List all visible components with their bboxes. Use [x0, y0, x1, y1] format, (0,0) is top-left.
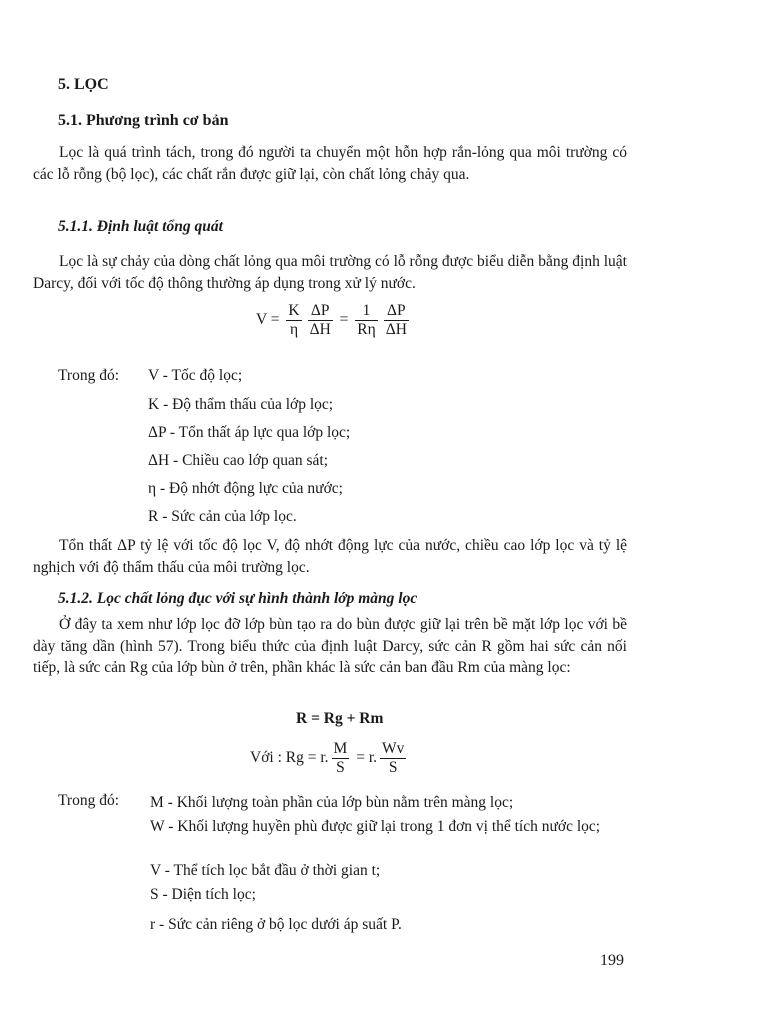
where-label-2: Trong đó: [58, 792, 120, 809]
intro-text: Lọc là quá trình tách, trong đó người ta chuyển một hỗn hợp rắn-lỏng qua môi trường có các lỗ rỗng (bộ lọc), các chất rắn được giữ lại, còn chất lỏng chảy qua. [33, 144, 627, 183]
definition-item: V - Tốc độ lọc; [148, 367, 243, 384]
definition-item: ΔP - Tổn thất áp lực qua lớp lọc; [148, 424, 351, 441]
intro-paragraph [33, 142, 627, 185]
loss-paragraph [33, 535, 627, 578]
eq1-lhs: V = [256, 311, 280, 329]
definition-item: K - Độ thẩm thấu của lớp lọc; [148, 396, 334, 413]
subsubsection-title-1: 5.1.1. Định luật tổng quát [58, 218, 223, 235]
page-number: 199 [600, 952, 624, 969]
eq3-frac1: $\frac{M}{S}$ [333, 740, 348, 776]
rg-equation [250, 740, 409, 777]
darcy-equation [256, 302, 412, 339]
cake-paragraph [33, 614, 627, 679]
eq3-frac2: $\frac{Wv}{S}$ [382, 740, 405, 776]
definition-item: M - Khối lượng toàn phần của lớp bùn nằm trên màng lọc; [150, 794, 514, 811]
eq1-equals: = [339, 311, 349, 329]
definition-item: R - Sức cản của lớp lọc. [148, 508, 297, 525]
definition-item: r - Sức cản riêng ở bộ lọc dưới áp suất P. [150, 916, 402, 933]
eq3-lhs: Rg = r. [285, 749, 329, 767]
law-text: Lọc là sự chảy của dòng chất lỏng qua môi trường có lỗ rỗng được biểu diễn bằng định luật Darcy, đối với tốc độ thông thường áp dụng trong xử lý nước. [33, 253, 627, 292]
resistance-equation: R = Rg + Rm [296, 710, 384, 727]
where-label-1: Trong đó: [58, 367, 120, 384]
eq3-prefix: Với : [250, 749, 282, 767]
definition-item: ΔH - Chiều cao lớp quan sát; [148, 452, 329, 469]
definition-item: η - Độ nhớt động lực của nước; [148, 480, 343, 497]
law-paragraph [33, 251, 627, 294]
cake-text: Ở đây ta xem như lớp lọc đỡ lớp bùn tạo ra do bùn được giữ lại trên bề mặt lớp lọc với bề dày tăng dần (hình 57). Trong biểu thức của định luật Darcy, sức cản R gồm hai sức cản nối tiếp, là sức cản Rg của lớp bùn ở trên, phần khác là sức cản ban đầu Rm của màng lọc: [33, 616, 627, 676]
definition-item: V - Thể tích lọc bắt đầu ở thời gian t; [150, 862, 381, 879]
section-title: 5. LỌC [58, 76, 109, 93]
subsubsection-title-2: 5.1.2. Lọc chất lỏng đục với sự hình thành lớp màng lọc [58, 590, 418, 607]
eq1-frac4: $\frac{\Delta P}{\Delta H}$ [385, 302, 407, 338]
loss-text: Tổn thất ΔP tỷ lệ với tốc độ lọc V, độ nhớt động lực của nước, chiều cao lớp lọc và tỷ lệ nghịch với độ thẩm thấu của môi trường lọc. [33, 537, 627, 576]
eq1-frac2: $\frac{\Delta P}{\Delta H}$ [309, 302, 331, 338]
definition-item: S - Diện tích lọc; [150, 886, 256, 903]
eq1-frac1: $\frac{K}{\eta}$ [288, 302, 300, 338]
eq1-frac3: $\frac{1}{R\eta}$ [357, 302, 376, 338]
eq3-mid: = r. [356, 749, 378, 767]
subsection-title: 5.1. Phương trình cơ bản [58, 112, 229, 129]
definition-item: W - Khối lượng huyền phù được giữ lại trong 1 đơn vị thể tích nước lọc; [150, 818, 601, 835]
